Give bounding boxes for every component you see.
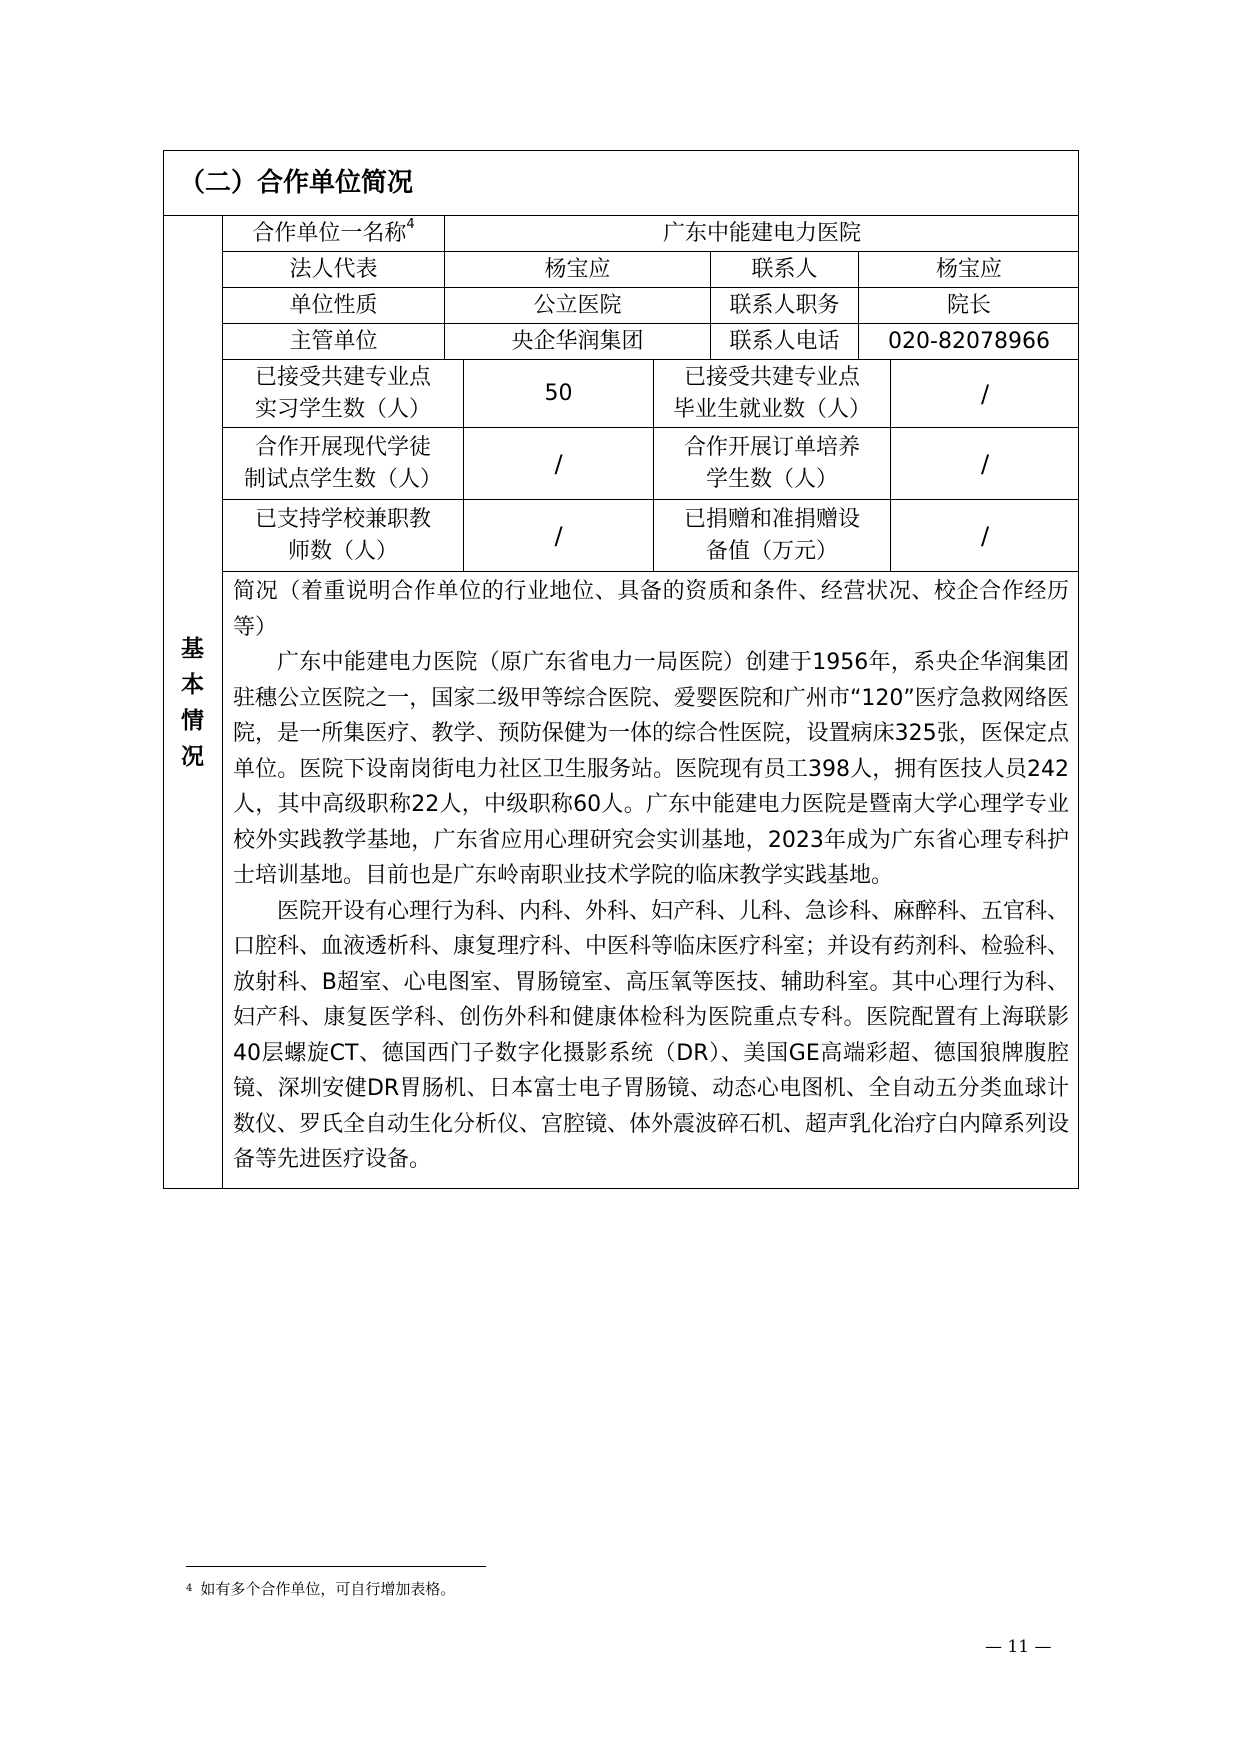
apprentice-label-line: 合作开展现代学徒: [254, 434, 431, 460]
unit-nature-label: 单位性质: [223, 288, 445, 324]
unit-name-value: 广东中能建电力医院: [445, 216, 1079, 252]
legal-rep-value: 杨宝应: [445, 252, 711, 288]
side-label-char: 本: [181, 671, 204, 698]
side-label-char: 情: [181, 707, 204, 734]
equipment-donation-value: [891, 500, 1079, 572]
apprentice-value-text: /: [554, 449, 563, 478]
section-title: （二）合作单位简况: [163, 150, 1079, 216]
supervisor-label: 主管单位: [223, 324, 445, 360]
employed-label-line: 已接受共建专业点: [683, 364, 860, 390]
equipment-donation-value-text: /: [980, 521, 990, 550]
apprentice-label: [223, 428, 464, 500]
unit-nature-value: 公立医院: [445, 288, 711, 324]
side-label-char: 况: [181, 743, 204, 770]
part-time-teachers-value-text: /: [554, 521, 563, 550]
interns-label: [223, 360, 464, 428]
summary-paragraph: 广东中能建电力医院（原广东省电力一局医院）创建于1956年，系央企华润集团驻穗公立医院之一，国家二级甲等综合医院、爱婴医院和广州市“120”医疗急救网络医院，是一所集医疗、教学、预防保健为一体的综合性医院，设置病床325张，医保定点单位。医院下设南岗街电力社区卫生服务站。医院现有员工398人，拥有医技人员242人，其中高级职称22人，中级职称60人。广东中能建电力医院是暨南大学心理学专业校外实践教学基地，广东省应用心理研究会实训基地，2023年成为广东省心理专科护士培训基地。目前也是广东岭南职业技术学院的临床教学实践基地。: [233, 650, 1069, 888]
part-time-teachers-label: [223, 500, 464, 572]
summary-heading: 简况（着重说明合作单位的行业地位、具备的资质和条件、经营状况、校企合作经历等）: [233, 579, 1069, 640]
contact-value: 杨宝应: [859, 252, 1079, 288]
footnote-divider: [186, 1566, 486, 1567]
side-label: [163, 216, 223, 1189]
employed-label-line: 毕业生就业数（人）: [672, 396, 871, 422]
unit-name-label-text: 合作单位一名称: [252, 220, 407, 246]
order-training-label: [654, 428, 891, 500]
equipment-donation-label-line: 备值（万元）: [705, 538, 838, 564]
order-training-value: [891, 428, 1079, 500]
employed-value-text: /: [980, 379, 990, 408]
page-number: — 11 —: [985, 1637, 1052, 1657]
part-time-teachers-label-line: 已支持学校兼职教: [254, 506, 431, 532]
order-training-label-line: 学生数（人）: [705, 466, 838, 492]
equipment-donation-label-line: 已捐赠和准捐赠设: [683, 506, 860, 532]
interns-label-line: 已接受共建专业点: [254, 364, 431, 390]
contact-phone-value: 020-82078966: [859, 324, 1079, 360]
footnote-ref: 4: [406, 216, 415, 232]
footnote-mark: 4: [186, 1583, 193, 1594]
part-time-teachers-value: [464, 500, 654, 572]
footnote: [186, 1578, 455, 1600]
apprentice-value: [464, 428, 654, 500]
equipment-donation-label: [654, 500, 891, 572]
apprentice-label-line: 制试点学生数（人）: [243, 466, 442, 492]
contact-title-label: 联系人职务: [711, 288, 859, 324]
employed-value: [891, 360, 1079, 428]
legal-rep-label: 法人代表: [223, 252, 445, 288]
interns-value: 50: [464, 360, 654, 428]
supervisor-value: 央企华润集团: [445, 324, 711, 360]
summary-paragraph: 医院开设有心理行为科、内科、外科、妇产科、儿科、急诊科、麻醉科、五官科、口腔科、血液透析科、康复理疗科、中医科等临床医疗科室；并设有药剂科、检验科、放射科、B超室、心电图室、胃肠镜室、高压氧等医技、辅助科室。其中心理行为科、妇产科、康复医学科、创伤外科和健康体检科为医院重点专科。医院配置有上海联影40层螺旋CT、德国西门子数字化摄影系统（DR）、美国GE高端彩超、德国狼牌腹腔镜、深圳安健DR胃肠机、日本富士电子胃肠镜、动态心电图机、全自动五分类血球计数仪、罗氏全自动生化分析仪、宫腔镜、体外震波碎石机、超声乳化治疗白内障系列设备等先进医疗设备。: [233, 898, 1070, 1172]
contact-label: 联系人: [711, 252, 859, 288]
summary-block: [223, 572, 1079, 1189]
order-training-label-line: 合作开展订单培养: [683, 434, 860, 460]
side-label-char: 基: [181, 635, 204, 662]
interns-label-line: 实习学生数（人）: [254, 396, 431, 422]
unit-name-label: [223, 216, 445, 252]
contact-title-value: 院长: [859, 288, 1079, 324]
footnote-text: 如有多个合作单位，可自行增加表格。: [200, 1580, 456, 1598]
part-time-teachers-label-line: 师数（人）: [287, 538, 398, 564]
contact-phone-label: 联系人电话: [711, 324, 859, 360]
employed-label: [654, 360, 891, 428]
order-training-value-text: /: [980, 449, 990, 478]
